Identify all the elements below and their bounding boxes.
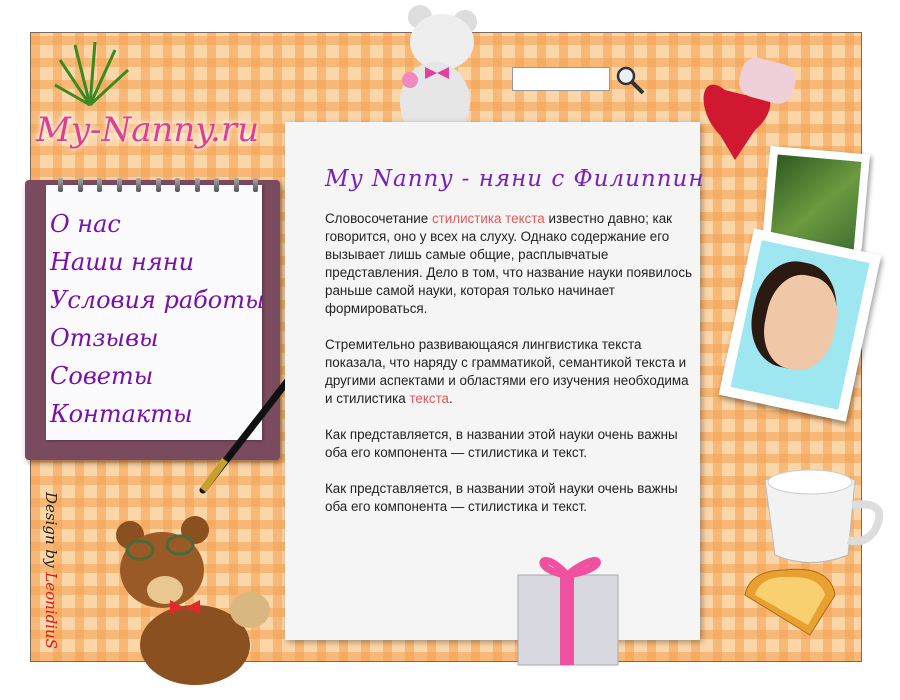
nav-item-terms[interactable]: Условия работы bbox=[50, 286, 265, 314]
credit-prefix: Design by bbox=[42, 491, 60, 572]
paragraph-1 bbox=[325, 210, 695, 318]
search-icon[interactable] bbox=[615, 65, 645, 95]
p2-text-a: Стремительно развивающаяся лингвистика текста показала, что наряду с грамматикой, семантикой текста и другими аспектами и областями его изучения необходима и стилистика bbox=[325, 337, 689, 406]
paragraph-3: Как представляется, в названии этой науки очень важны оба его компонента — стилистика и текст. bbox=[325, 427, 678, 460]
paragraph-4: Как представляется, в названии этой науки очень важны оба его компонента — стилистика и текст. bbox=[325, 481, 678, 514]
p2-text-b: . bbox=[449, 391, 453, 406]
p1-text-a: Словосочетание bbox=[325, 211, 432, 226]
notebook-rings bbox=[58, 178, 258, 194]
site-logo[interactable]: My-Nanny.ru bbox=[36, 110, 259, 150]
nav-item-reviews[interactable]: Отзывы bbox=[50, 324, 159, 352]
milk-jug-icon bbox=[760, 460, 892, 570]
p1-text-b: известно давно; как говорится, оно у всех на слуху. Однако содержание его вызывает лишь самые общие, расплывчатые представления. Дело в том, что название науки появилось раньше самой науки, которая только начинает формироваться. bbox=[325, 211, 693, 316]
main-content bbox=[325, 210, 695, 534]
palm-leaf-icon bbox=[50, 40, 130, 110]
link-text[interactable]: текста bbox=[409, 391, 450, 406]
nav-item-tips[interactable]: Советы bbox=[50, 362, 154, 390]
search-input[interactable] bbox=[512, 67, 610, 91]
link-text-stylistics[interactable]: стилистика текста bbox=[431, 211, 545, 226]
nav-item-contacts[interactable]: Контакты bbox=[50, 400, 193, 428]
nav-item-about[interactable]: О нас bbox=[50, 210, 121, 238]
gift-box-icon bbox=[510, 545, 625, 670]
toast-icon bbox=[740, 565, 840, 640]
paragraph-2 bbox=[325, 336, 695, 408]
brown-teddy-bear-icon bbox=[100, 515, 280, 690]
nav-item-nannies[interactable]: Наши няни bbox=[50, 248, 195, 276]
page-title: My Nanny - няни с Филиппин bbox=[325, 166, 705, 192]
credit-name: LeonidiuS bbox=[42, 571, 60, 649]
design-credit bbox=[30, 480, 60, 660]
